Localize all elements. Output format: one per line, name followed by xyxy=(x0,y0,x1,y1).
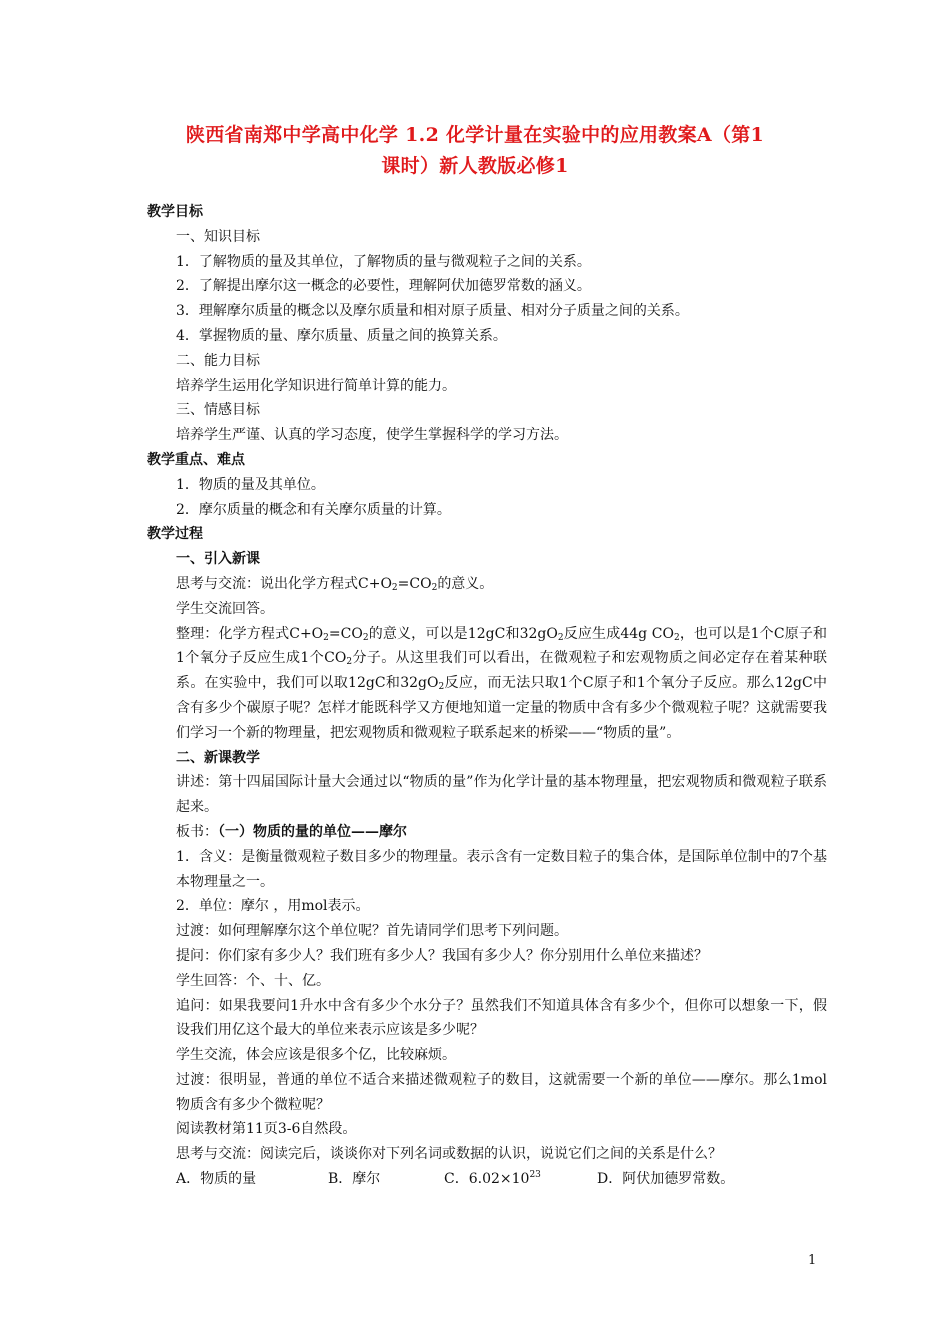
options-row xyxy=(147,1167,827,1192)
question-1: 提问：你们家有多少人？我们班有多少人？我国有多少人？你分别用什么单位来描述？ xyxy=(176,947,708,964)
option-d: D．阿伏加德罗常数。 xyxy=(597,1171,735,1188)
subheading-emotion: 三、情感目标 xyxy=(176,402,260,419)
student-answer-2: 学生回答：个、十、亿。 xyxy=(176,972,330,989)
reading-instruction: 阅读教材第11页3-6自然段。 xyxy=(176,1121,357,1138)
document-title xyxy=(120,120,830,182)
title-line-1: 陕西省南郑中学高中化学 1.2 化学计量在实验中的应用教案A（第1 xyxy=(185,124,765,146)
subheading-new-lesson: 二、新课教学 xyxy=(176,749,260,766)
subheading-knowledge: 一、知识目标 xyxy=(176,228,260,245)
board-title: 板书：（一）物质的量的单位——摩尔 xyxy=(176,823,407,840)
option-a: A．物质的量 xyxy=(176,1171,257,1188)
section-heading-process: 教学过程 xyxy=(147,526,203,543)
subheading-ability: 二、能力目标 xyxy=(176,352,260,369)
document-body xyxy=(147,200,827,1192)
option-b: B．摩尔 xyxy=(328,1171,381,1188)
key-point-2: 2．摩尔质量的概念和有关摩尔质量的计算。 xyxy=(176,501,451,518)
unit-line: 2．单位：摩尔 ，用mol表示。 xyxy=(176,898,370,915)
think-exchange-1: 思考与交流：说出化学方程式$C+O_2=CO_2$的意义。 xyxy=(176,575,494,593)
knowledge-item-1: 1．了解物质的量及其单位，了解物质的量与微观粒子之间的关系。 xyxy=(176,253,591,270)
transition-2: 过渡：很明显，普通的单位不适合来描述微观粒子的数目，这就需要一个新的单位——摩尔。那么1mol物质含有多少个微粒呢？ xyxy=(176,1071,827,1113)
summary-paragraph: 整理：化学方程式$C+O_2=CO_2$的意义，可以是12gC和$32gO_2$反应生成44g $CO_2$，也可以是1个C原子和1个氧分子反应生成1个$CO_2$分子。从这里我们可以看出，在微观粒子和宏观物质之间必定存在着某种联系。在实验中，我们可以取12gC和$32gO_2$反应，而无法只取1个C原子和1个氧分子反应。那么12gC中含有多少个碳原子呢？怎样才能既科学又方便地知道一定量的物质中含有多少个微观粒子呢？这就需要我们学习一个新的物理量，把宏观物质和微观粒子联系起来的桥梁——“物质的量”。 xyxy=(176,625,828,741)
key-point-1: 1．物质的量及其单位。 xyxy=(176,476,325,493)
subheading-intro: 一、引入新课 xyxy=(176,551,260,568)
student-answer-1: 学生交流回答。 xyxy=(176,600,274,617)
lecture-paragraph: 讲述：第十四届国际计量大会通过以“物质的量”作为化学计量的基本物理量，把宏观物质和微观粒子联系起来。 xyxy=(176,774,827,816)
knowledge-item-4: 4．掌握物质的量、摩尔质量、质量之间的换算关系。 xyxy=(176,327,507,344)
emotion-text: 培养学生严谨、认真的学习态度，使学生掌握科学的学习方法。 xyxy=(176,427,568,444)
page-number: 1 xyxy=(808,1253,817,1268)
section-heading-key-points: 教学重点、难点 xyxy=(147,451,245,468)
knowledge-item-2: 2．了解提出摩尔这一概念的必要性，理解阿伏加德罗常数的涵义。 xyxy=(176,278,591,295)
transition-1: 过渡：如何理解摩尔这个单位呢？首先请同学们思考下列问题。 xyxy=(176,923,568,940)
student-exchange: 学生交流，体会应该是很多个亿，比较麻烦。 xyxy=(176,1047,456,1064)
option-c: C．$6.02\times 10^{23}$ xyxy=(444,1170,541,1188)
ability-text: 培养学生运用化学知识进行简单计算的能力。 xyxy=(176,377,456,394)
question-2: 追问：如果我要问1升水中含有多少个水分子？虽然我们不知道具体含有多少个，但你可以想象一下，假设我们用亿这个最大的单位来表示应该是多少呢？ xyxy=(176,997,827,1039)
title-line-2: 课时）新人教版必修1 xyxy=(381,155,569,177)
definition-paragraph: 1．含义：是衡量微观粒子数目多少的物理量。表示含有一定数目粒子的集合体，是国际单位制中的7个基本物理量之一。 xyxy=(176,848,827,890)
think-exchange-2: 思考与交流：阅读完后，谈谈你对下列名词或数据的认识，说说它们之间的关系是什么？ xyxy=(176,1146,722,1163)
section-heading-objectives: 教学目标 xyxy=(147,204,203,220)
knowledge-item-3: 3．理解摩尔质量的概念以及摩尔质量和相对原子质量、相对分子质量之间的关系。 xyxy=(176,303,689,320)
